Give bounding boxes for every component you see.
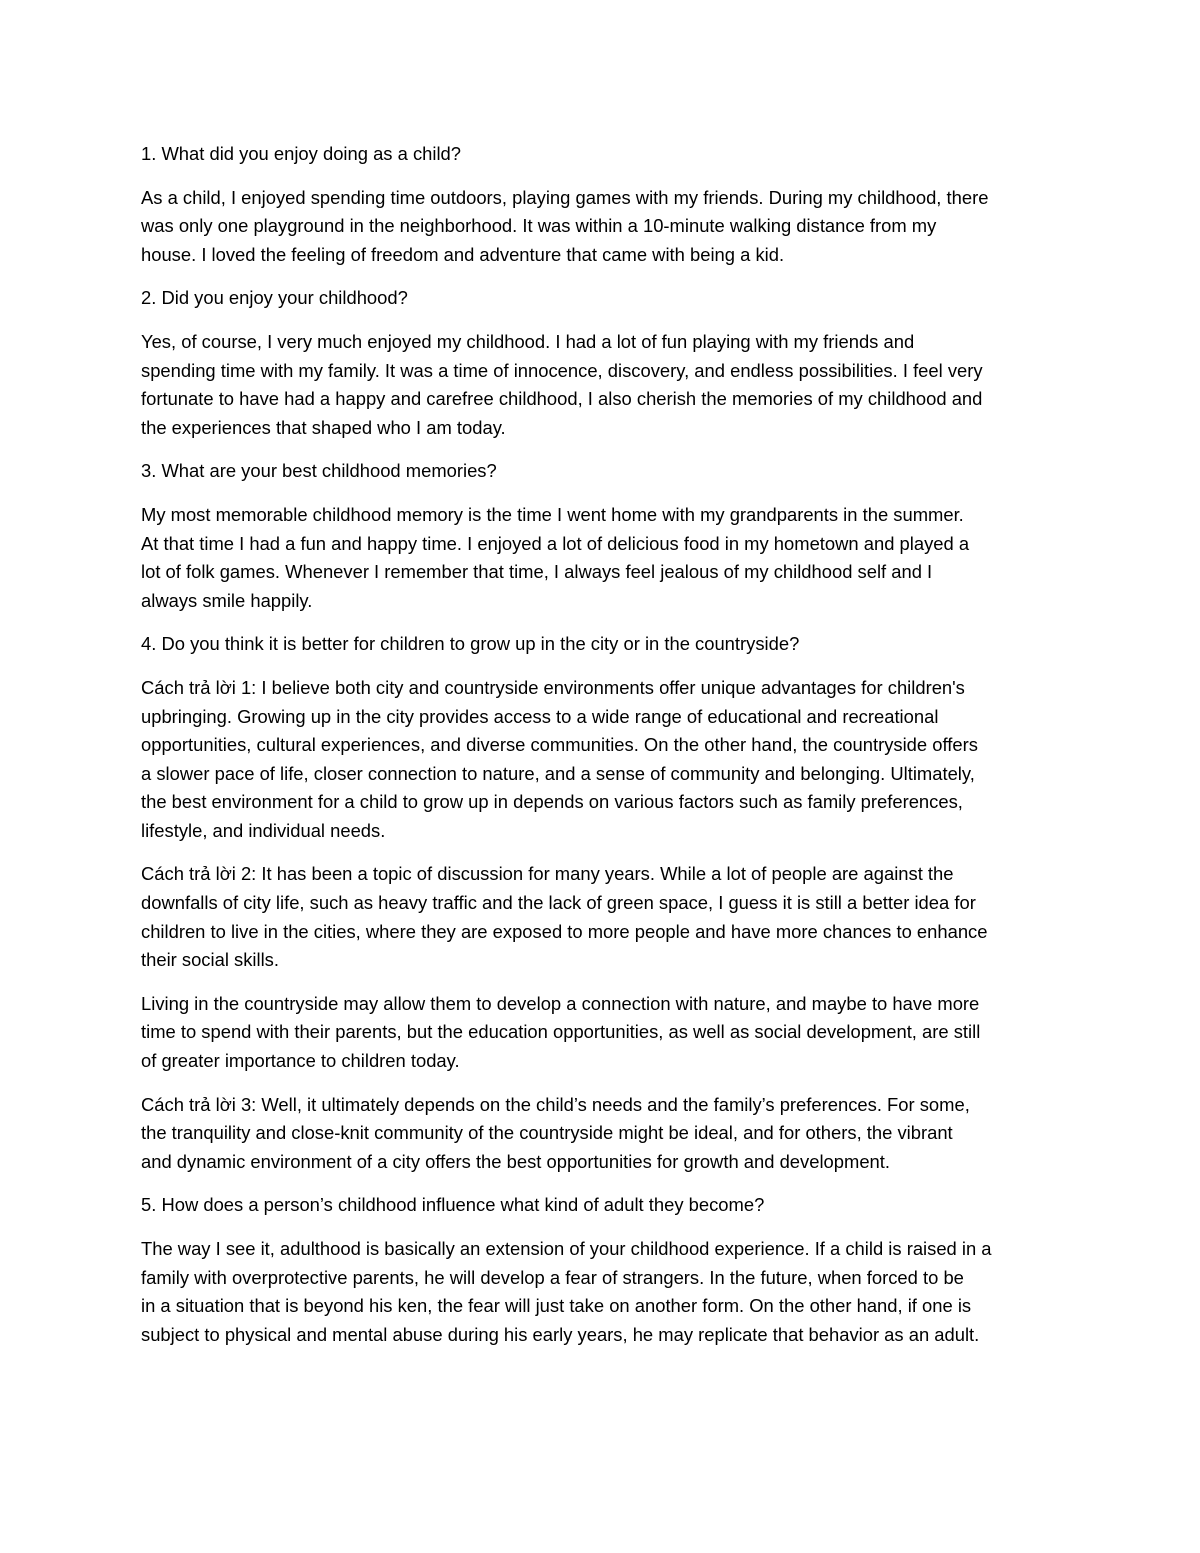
- answer-paragraph: [141, 1235, 1071, 1349]
- text-line: 1. What did you enjoy doing as a child?: [141, 143, 461, 164]
- document-page: [141, 140, 1071, 1364]
- text-line: downfalls of city life, such as heavy traffic and the lack of green space, I guess it is still a better idea for: [141, 892, 976, 914]
- question-paragraph: [141, 140, 1071, 169]
- text-line: of greater importance to children today.: [141, 1050, 460, 1072]
- text-line: Yes, of course, I very much enjoyed my childhood. I had a lot of fun playing with my friends and: [141, 330, 915, 352]
- text-line: lifestyle, and individual needs.: [141, 819, 386, 841]
- answer-paragraph: [141, 184, 1071, 270]
- text-line: a slower pace of life, closer connection to nature, and a sense of community and belonging. Ultimately,: [141, 762, 975, 784]
- answer-paragraph: [141, 328, 1071, 442]
- text-line: 2. Did you enjoy your childhood?: [141, 287, 408, 309]
- answer-paragraph: [141, 1091, 1071, 1177]
- text-line: Living in the countryside may allow them to develop a connection with nature, and maybe to have more: [141, 992, 980, 1014]
- text-line: 5. How does a person’s childhood influence what kind of adult they become?: [141, 1194, 765, 1216]
- text-line: children to live in the cities, where they are exposed to more people and have more chances to enhance: [141, 920, 988, 942]
- text-line: opportunities, cultural experiences, and diverse communities. On the other hand, the countryside offers: [141, 734, 978, 756]
- text-line: was only one playground in the neighborhood. It was within a 10-minute walking distance from my: [141, 215, 937, 237]
- text-line: spending time with my family. It was a time of innocence, discovery, and endless possibilities. I feel very: [141, 359, 983, 381]
- answer-paragraph: [141, 990, 1071, 1076]
- text-line: upbringing. Growing up in the city provides access to a wide range of educational and recreational: [141, 705, 939, 727]
- question-paragraph: [141, 1191, 1071, 1220]
- text-line: subject to physical and mental abuse during his early years, he may replicate that behavior as an adult.: [141, 1323, 980, 1345]
- answer-paragraph: [141, 501, 1071, 615]
- answer-paragraph: [141, 674, 1071, 846]
- text-line: and dynamic environment of a city offers the best opportunities for growth and development.: [141, 1150, 890, 1172]
- text-line: family with overprotective parents, he will develop a fear of strangers. In the future, when forced to be: [141, 1266, 964, 1288]
- text-line: house. I loved the feeling of freedom and adventure that came with being a kid.: [141, 243, 785, 265]
- text-line: Cách trả lời 2: It has been a topic of discussion for many years. While a lot of people are against the: [141, 863, 954, 885]
- text-line: always smile happily.: [141, 589, 313, 611]
- text-line: their social skills.: [141, 949, 279, 971]
- text-line: the tranquility and close-knit community of the countryside might be ideal, and for others, the vibrant: [141, 1122, 953, 1144]
- question-paragraph: [141, 284, 1071, 313]
- text-line: in a situation that is beyond his ken, the fear will just take on another form. On the other hand, if one is: [141, 1295, 972, 1317]
- text-line: 3. What are your best childhood memories?: [141, 460, 497, 482]
- text-line: Cách trả lời 3: Well, it ultimately depends on the child’s needs and the family’s preferences. For some,: [141, 1093, 970, 1115]
- question-paragraph: [141, 457, 1071, 486]
- text-line: The way I see it, adulthood is basically an extension of your childhood experience. If a child is raised in a: [141, 1238, 992, 1259]
- text-line: the best environment for a child to grow up in depends on various factors such as family preferences,: [141, 791, 963, 813]
- text-line: As a child, I enjoyed spending time outdoors, playing games with my friends. During my childhood, there: [141, 186, 989, 208]
- text-line: At that time I had a fun and happy time. I enjoyed a lot of delicious food in my hometown and played a: [141, 532, 970, 554]
- text-line: time to spend with their parents, but the education opportunities, as well as social development, are still: [141, 1021, 981, 1043]
- text-line: My most memorable childhood memory is the time I went home with my grandparents in the summer.: [141, 503, 964, 525]
- question-paragraph: [141, 630, 1071, 659]
- text-line: lot of folk games. Whenever I remember that time, I always feel jealous of my childhood self and I: [141, 561, 933, 583]
- text-line: 4. Do you think it is better for children to grow up in the city or in the countryside?: [141, 633, 800, 655]
- text-line: Cách trả lời 1: I believe both city and countryside environments offer unique advantages for children's: [141, 676, 965, 698]
- text-line: the experiences that shaped who I am today.: [141, 416, 506, 438]
- text-line: fortunate to have had a happy and carefree childhood, I also cherish the memories of my childhood and: [141, 388, 983, 410]
- answer-paragraph: [141, 860, 1071, 974]
